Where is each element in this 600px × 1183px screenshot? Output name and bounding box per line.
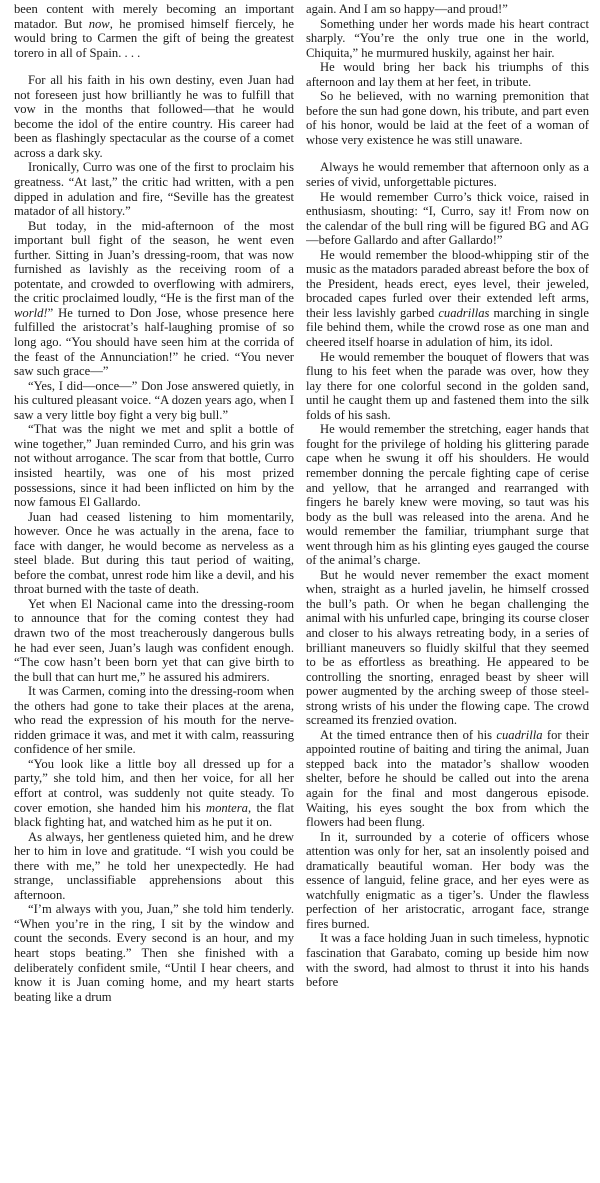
paragraph — [14, 73, 294, 160]
paragraph — [306, 350, 589, 423]
paragraph — [306, 931, 589, 989]
left-text-column — [14, 2, 294, 1180]
text-run: It was Carmen, coming into the dressing-room when the others had gone to take their places at the arena, who read the expression of his mouth for the nerve-ridden grimace it was, and met it with calm, reassuring confidence of her smile. — [14, 684, 294, 757]
right-text-column — [306, 2, 589, 1180]
paragraph — [306, 248, 589, 350]
text-run: marching in single file behind them, while the crowd rose as one man and cheered itself hoarse in adulation of him, its idol. — [306, 305, 589, 350]
paragraph — [306, 160, 589, 189]
paragraph — [306, 89, 589, 147]
paragraph — [306, 2, 589, 17]
paragraph — [14, 510, 294, 597]
paragraph — [306, 568, 589, 728]
italic-text-run: cuadrilla — [496, 727, 543, 742]
text-run: He would remember Curro’s thick voice, raised in enthusiasm, shouting: “I, Curro, say it! From now on the calendar of the bull ring will be figured BG and AG—before Gallardo and after Gallardo!” — [306, 189, 589, 248]
paragraph — [14, 219, 294, 379]
paragraph — [14, 597, 294, 684]
text-run: ” He turned to Don Jose, whose presence here fulfilled the aristocrat’s half-laughing promise of so long ago. “You should have seen him at the corrida of the feast of the Annunciation!” he cried. “You never saw such grace—” — [14, 305, 294, 379]
text-run: Ironically, Curro was one of the first to proclaim his greatness. “At last,” the critic had written, with a pen dipped in adulation and fire, “Seville has the greatest matador of all history.” — [14, 160, 294, 219]
italic-text-run: cuadrillas — [438, 305, 490, 320]
text-run: But today, in the mid-afternoon of the most important bull fight of the season, he went even further. Sitting in Juan’s dressing-room, that was now furnished as lavishly as the receiving room of a potentate, and crowded to overflowing with admirers, the critic proclaimed loudly, “He is the first man of the — [14, 218, 294, 306]
text-run: So he believed, with no warning premonition that before the sun had gone down, his tribute, and part even of his honor, would be laid at the feet of a woman of whose very existence he was still unaware. — [306, 89, 589, 147]
text-run: As always, her gentleness quieted him, and he drew her to him in love and gratitude. “I wish you could be there with me,” he told her unexpectedly. He had strange, unclassifiable apprehensions about this afternoon. — [14, 829, 294, 902]
italic-text-run: world! — [14, 305, 48, 320]
text-run: Juan had ceased listening to him momentarily, however. Once he was actually in the arena, face to face with danger, he would become as nerveless as a steel blade. But during this taut period of waiting, before the combat, unrest rode him like a devil, and his throat burned with the taste of death. — [14, 509, 294, 597]
paragraph — [14, 2, 294, 60]
text-run: “Yes, I did—once—” Don Jose answered quietly, in his cultured pleasant voice. “A dozen years ago, when I saw a very little boy fight a very big bull.” — [14, 378, 294, 422]
paragraph — [306, 17, 589, 61]
text-run: again. And I am so happy—and proud!” — [306, 2, 508, 16]
text-run: , the flat black fighting hat, and watched him as he put it on. — [14, 800, 294, 830]
text-run: been content with merely becoming an important matador. But — [14, 2, 294, 31]
text-run: Something under her words made his heart contract sharply. “You’re the only true one in the world, Chiquita,” he murmured huskily, against her hair. — [306, 16, 589, 60]
text-run: Always he would remember that afternoon only as a series of vivid, unforgettable pictures. — [306, 160, 589, 190]
text-run: But he would never remember the exact moment when, straight as a hurled javelin, he himself crossed the bull’s path. Or when he began challenging the animal with his unfurled cape, bringing its course closer and closer to his always retreating body, in a series of brilliant maneuvers so fluidly skilful that they seemed to be as effortless as breathing. He appeared to be controlling the snorting, enraged beast by sheer will power augmented by the arching sweep of those steel-strong wrists of his under the flowing cape. The crowd screamed its frenzied ovation. — [306, 567, 589, 728]
text-run: In it, surrounded by a coterie of officers whose attention was only for her, sat an insolently poised and dramatically beautiful woman. Her body was the essence of languid, feline grace, and her eyes were as watchfully enigmatic as a tiger’s. Under the flawless perfection of her aristocratic, arrogant face, strange fires burned. — [306, 829, 589, 931]
paragraph — [14, 684, 294, 757]
text-run: He would remember the blood-whipping stir of the music as the matadors paraded abreast before the box of the President, heads erect, eyes level, their jeweled, brocaded capes furled over their extended left arms, their less lavishly garbed — [306, 247, 589, 320]
paragraph — [14, 422, 294, 509]
text-run: Yet when El Nacional came into the dressing-room to announce that for the coming contest they had drawn two of the most treacherously dangerous bulls he had ever seen, Juan’s laugh was confident enough. “The cow hasn’t been born yet that can give birth to the bull that can hurt me,” he assured his admirers. — [14, 596, 294, 684]
paragraph — [306, 728, 589, 830]
paragraph — [306, 190, 589, 248]
text-run: “You look like a little boy all dressed up for a party,” she told him, and then her voice, for all her effort at control, was suddenly not quite steady. To cover emotion, she handed him his — [14, 756, 294, 815]
paragraph — [14, 379, 294, 423]
text-run: He would remember the bouquet of flowers that was flung to his feet when the parade was over, how they lay there for one colorful second in the golden sand, until he caught them up and fastened them into the silk folds of his sash. — [306, 349, 589, 422]
paragraph — [306, 830, 589, 932]
text-run: for their appointed routine of baiting and tiring the animal, Juan stepped back into the matador’s shallow wooden shelter, before he should be called out into the arena again for the final and most dangerous episode. Waiting, his eyes sought the box from which the flowers had been flung. — [306, 727, 589, 830]
italic-text-run: montera — [205, 800, 248, 815]
paragraph — [14, 830, 294, 903]
paragraph — [306, 422, 589, 567]
text-run: , he promised himself fiercely, he would bring to Carmen the gift of being the greatest torero in all of Spain. . . . — [14, 16, 294, 60]
text-run: He would bring her back his triumphs of this afternoon and lay them at her feet, in tribute. — [306, 60, 589, 89]
italic-text-run: now — [88, 16, 110, 31]
text-run: “I’m always with you, Juan,” she told him tenderly. “When you’re in the ring, I sit by the window and count the seconds. Every second is an hour, and my heart stops beating.” Then she finished with a deliberately confident smile, “Until I hear cheers, and know it is Juan coming home, and my heart starts beating like a drum — [14, 902, 294, 1004]
text-run: For all his faith in his own destiny, even Juan had not foreseen just how brilliantly he was to fulfill that vow in the months that followed—that he would become the idol of the entire country. His career had been as flashingly spectacular as the course of a comet across a dark sky. — [14, 73, 294, 160]
text-run: At the timed entrance then of his — [320, 727, 497, 742]
paragraph — [14, 902, 294, 1004]
paragraph — [14, 160, 294, 218]
text-run: It was a face holding Juan in such timeless, hypnotic fascination that Garabato, coming up beside him now with the sword, had almost to thrust it into his hands before — [306, 931, 589, 990]
paragraph — [14, 757, 294, 830]
text-run: “That was the night we met and split a bottle of wine together,” Juan reminded Curro, and his grin was not without arrogance. The scar from that bottle, Curro insisted heartily, was one of his most prized possessions, since it had been inflicted on him by the now famous El Gallardo. — [14, 422, 294, 510]
text-run: He would remember the stretching, eager hands that fought for the privilege of holding his glittering parade cape when he swung it off his shoulders. He would remember donning the percale fighting cape of cerise and yellow, that he arranged and rearranged with fingers he barely knew were moving, so taut was his body as the bull was released into the arena. And he would remember the familiar, triumphant surge that went through him as his glinting eyes gauged the course of the animal’s charge. — [306, 422, 589, 568]
paragraph — [306, 60, 589, 89]
